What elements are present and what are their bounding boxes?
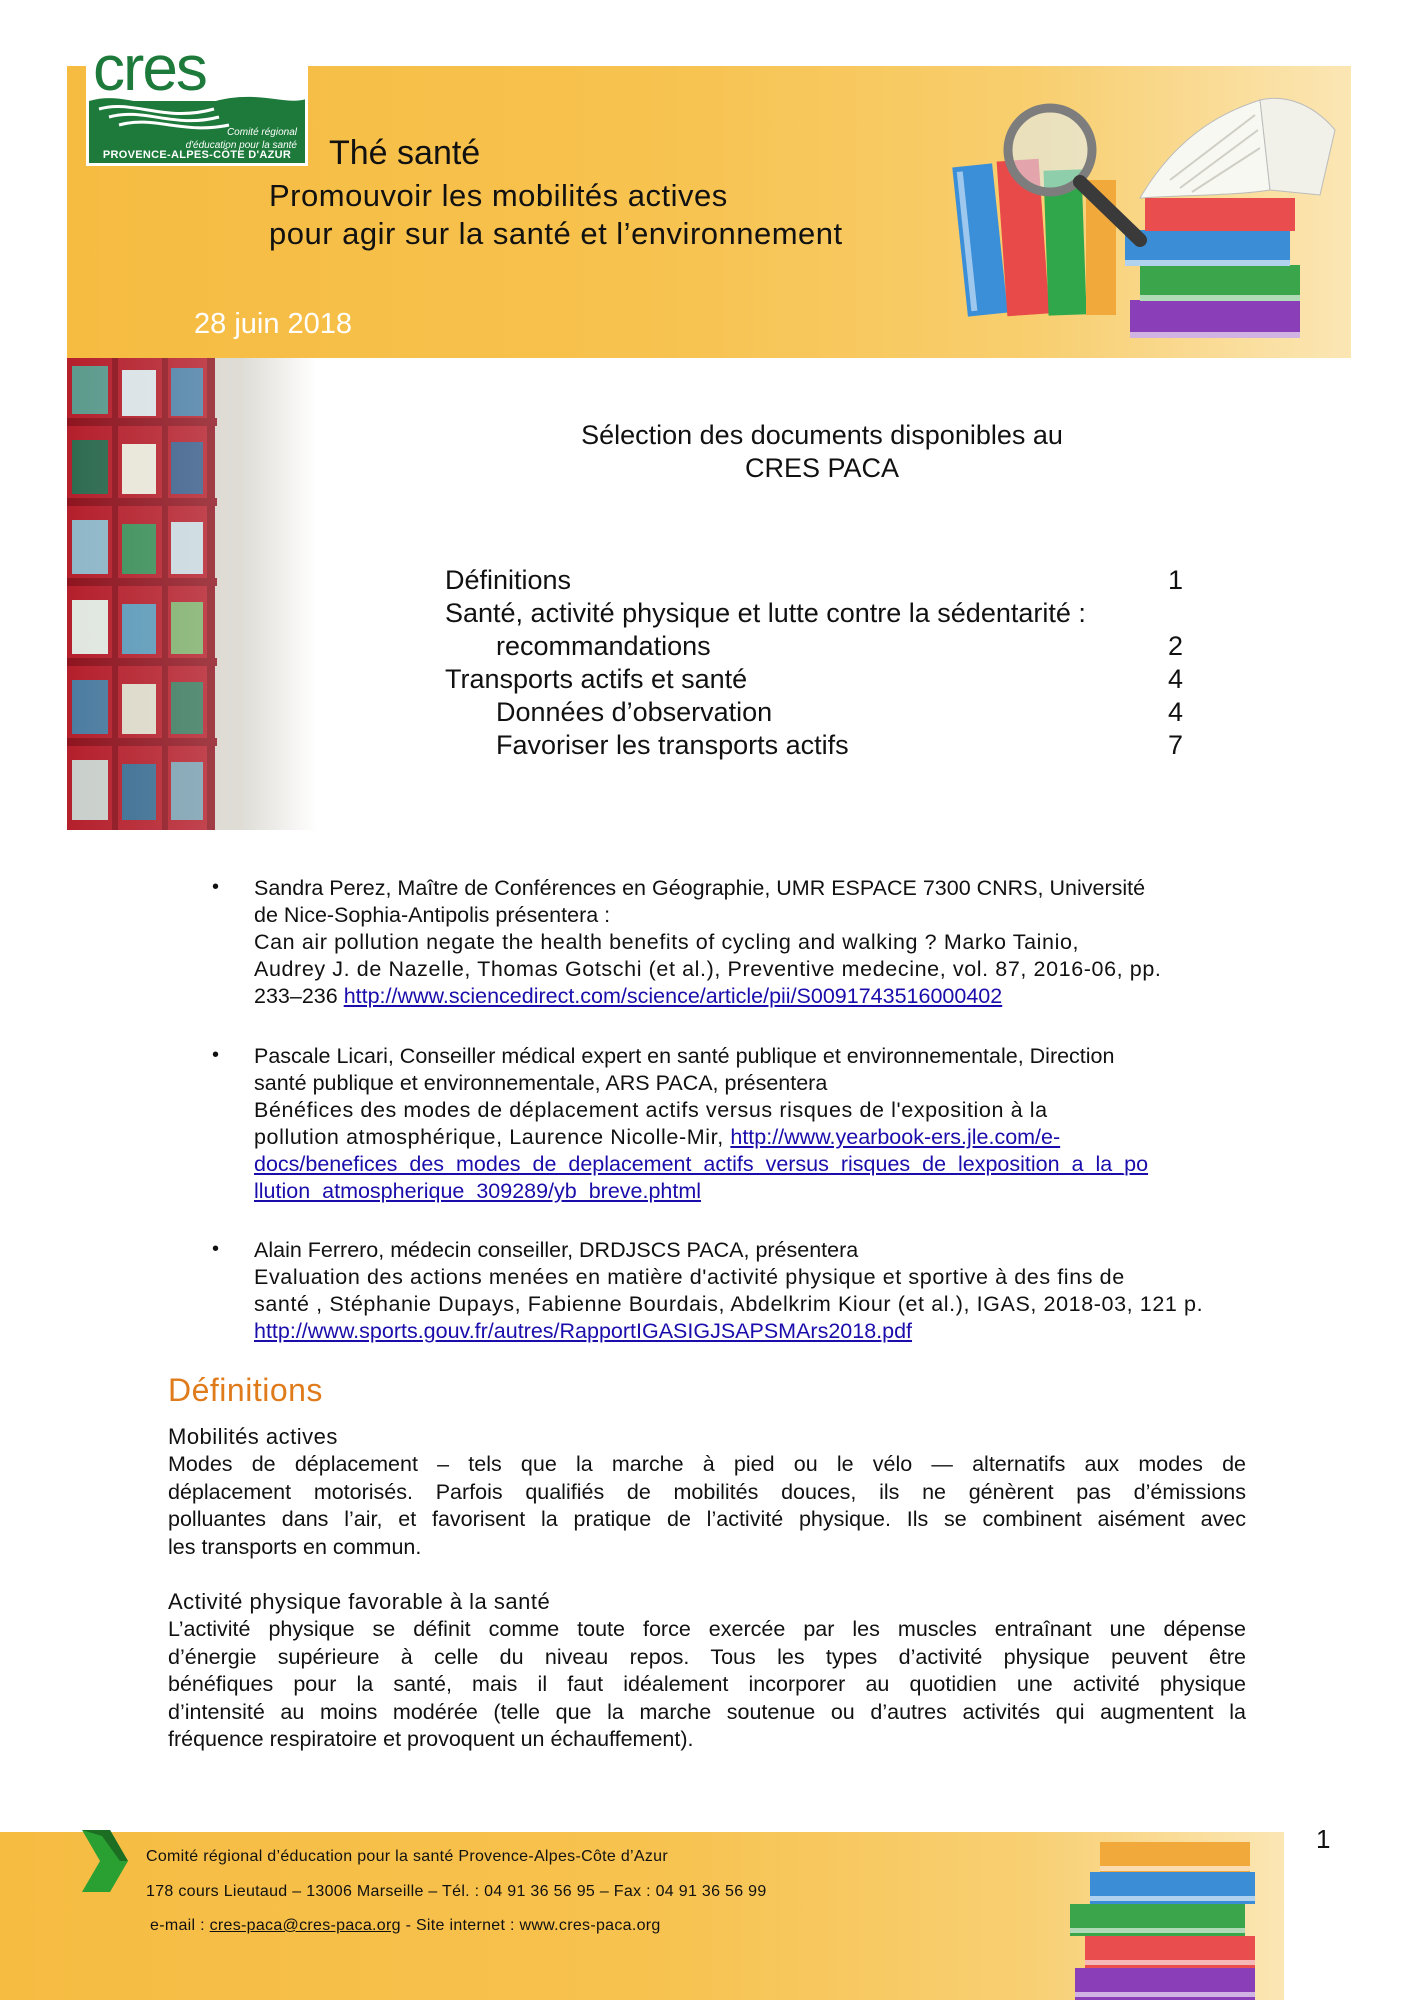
toc-page: 4 — [1168, 664, 1184, 694]
reference-text: santé , Stéphanie Dupays, Fabienne Bourdais, Abdelkrim Kiour (et al.), IGAS, 2018-03, 121 p. — [254, 1292, 1204, 1316]
books-magnifier-illustration — [940, 70, 1340, 360]
toc-item-transports-actifs[interactable]: Transports actifs et santé — [445, 664, 748, 694]
definition-term-activite: Activité physique favorable à la santé — [168, 1589, 551, 1614]
cres-logo — [86, 36, 308, 166]
definition-term-mobilites: Mobilités actives — [168, 1424, 338, 1449]
toc-page: 2 — [1168, 631, 1184, 661]
yearbook-link-part2[interactable]: docs/benefices_des_modes_de_deplacement_actifs_versus_risques_de_lexposition_a_la_po — [254, 1152, 1149, 1176]
logo-caption-2: d'éducation pour la santé — [185, 140, 297, 151]
bullet-alain-ferrero — [254, 1237, 1254, 1345]
footer-site-text: - Site internet : www.cres-paca.org — [400, 1917, 661, 1934]
bullet-icon: • — [212, 1238, 220, 1260]
sports-gouv-link[interactable]: http://www.sports.gouv.fr/autres/RapportIGASIGJSAPSMArs2018.pdf — [254, 1319, 913, 1343]
speaker-text: Pascale Licari, Conseiller médical expert en santé publique et environnementale, Direction — [254, 1044, 1115, 1068]
toc-page: 7 — [1168, 730, 1184, 760]
selection-heading-line2: CRES PACA — [744, 453, 900, 483]
toc-page: 4 — [1168, 697, 1184, 727]
speaker-text: santé publique et environnementale, ARS PACA, présentera — [254, 1071, 828, 1095]
chevron-right-icon — [80, 1828, 130, 1894]
speaker-text: Alain Ferrero, médecin conseiller, DRDJSCS PACA, présentera — [254, 1238, 859, 1262]
logo-region: PROVENCE-ALPES-CÔTE D'AZUR — [102, 149, 292, 161]
sciencedirect-link[interactable]: http://www.sciencedirect.com/science/article/pii/S0091743516000402 — [343, 984, 1003, 1008]
speaker-text: de Nice-Sophia-Antipolis présentera : — [254, 903, 611, 927]
bullet-sandra-perez — [254, 875, 1254, 1010]
document-date: 28 juin 2018 — [194, 308, 353, 340]
toc-item-definitions[interactable]: Définitions — [445, 565, 572, 595]
reference-text: pollution atmosphérique, Laurence Nicolle-Mir, — [254, 1125, 731, 1149]
reference-text: Evaluation des actions menées en matière d'activité physique et sportive à des fins de — [254, 1265, 1125, 1289]
reference-text: 233–236 — [254, 984, 344, 1008]
toc-item-donnees-observation[interactable]: Données d’observation — [496, 697, 773, 727]
yearbook-link-part1[interactable]: http://www.yearbook-ers.jle.com/e- — [730, 1125, 1061, 1149]
bullet-icon: • — [212, 876, 220, 898]
speaker-text: Sandra Perez, Maître de Conférences en Géographie, UMR ESPACE 7300 CNRS, Université — [254, 876, 1146, 900]
yearbook-link-part3[interactable]: llution_atmospherique_309289/yb_breve.phtml — [254, 1179, 702, 1203]
footer-contact — [150, 1917, 661, 1935]
toc-item-sante-activite[interactable]: Santé, activité physique et lutte contre la sédentarité : — [445, 598, 1086, 628]
definition-text-activite: L’activité physique se définit comme toute force exercée par les muscles entraînant une dépense d’énergie supérieure à celle du niveau repos. Tous les types d’activité physique peuvent être bénéfiques pour la santé, mais il faut idéalement incorporer au quotidien une activité physique d’intensité au moins modérée (telle que la marche soutenue ou d’autres activités qui augmentent la fréquence respiratoire et provoquent un échauffement). — [168, 1617, 1246, 1751]
definitions-heading: Définitions — [168, 1372, 323, 1408]
reference-text: Bénéfices des modes de déplacement actifs versus risques de l'exposition à la — [254, 1098, 1048, 1122]
definition-text-mobilites: Modes de déplacement – tels que la marche à pied ou le vélo — alternatifs aux modes de déplacement motorisés. Parfois qualifiés de mobilités douces, ils ne génèrent pas d’émissions polluantes dans l’air, et favorisent la pratique de l’activité physique. Ils se combinent aisément avec les transports en commun. — [168, 1452, 1246, 1559]
bullet-pascale-licari — [254, 1043, 1254, 1205]
footer-organization: Comité régional d’éducation pour la santé Provence-Alpes-Côte d’Azur — [146, 1848, 669, 1865]
bookshelf-photo — [67, 358, 317, 830]
footer-address: 178 cours Lieutaud – 13006 Marseille – Tél. : 04 91 36 56 95 – Fax : 04 91 36 56 99 — [146, 1883, 767, 1900]
bullet-icon: • — [212, 1044, 220, 1066]
footer-email-link[interactable]: cres-paca@cres-paca.org — [209, 1917, 401, 1934]
reference-text: Audrey J. de Nazelle, Thomas Gotschi (et al.), Preventive medecine, vol. 87, 2016-06, pp. — [254, 957, 1162, 981]
document-title: Thé santé — [329, 134, 481, 172]
selection-heading-line1: Sélection des documents disponibles au — [581, 420, 1063, 450]
logo-wordmark: cres — [93, 36, 206, 104]
logo-caption-1: Comité régional — [226, 127, 297, 138]
toc-item-favoriser-transports[interactable]: Favoriser les transports actifs — [496, 730, 849, 760]
toc-page: 1 — [1168, 565, 1184, 595]
books-stack-illustration — [1060, 1836, 1285, 2000]
page-number: 1 — [1316, 1824, 1331, 1854]
toc-item-recommandations[interactable]: recommandations — [496, 631, 711, 661]
reference-text: Can air pollution negate the health benefits of cycling and walking ? Marko Tainio, — [254, 930, 1080, 954]
footer-email-label: e-mail : — [150, 1917, 210, 1934]
document-subtitle-line2: pour agir sur la santé et l’environnement — [269, 216, 843, 251]
document-subtitle-line1: Promouvoir les mobilités actives — [269, 178, 728, 213]
